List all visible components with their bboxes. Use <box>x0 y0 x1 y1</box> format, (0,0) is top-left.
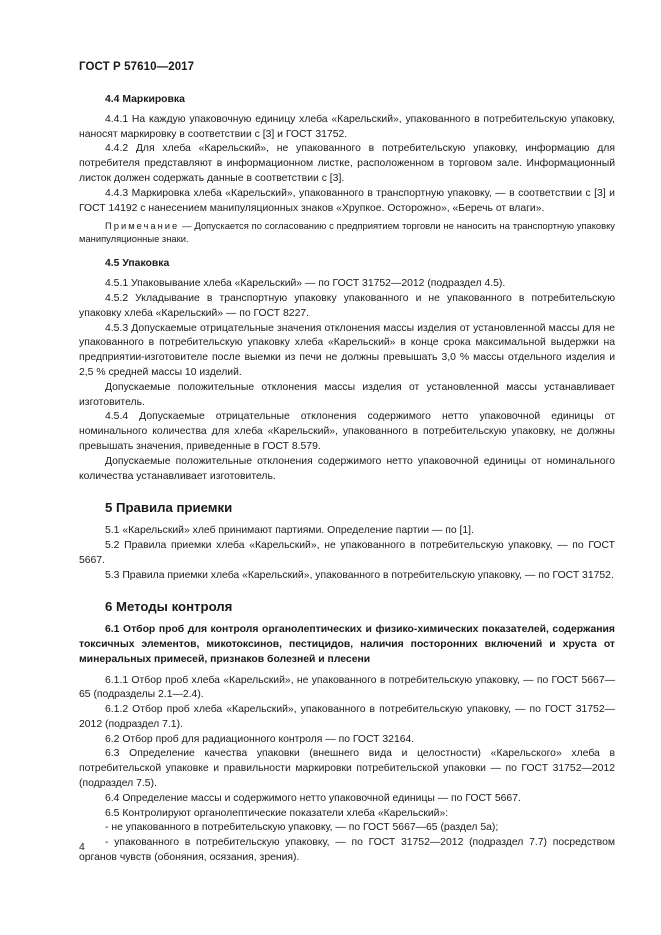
section-heading-4-5: 4.5 Упаковка <box>105 258 170 270</box>
paragraph-5-1: 5.1 «Карельский» хлеб принимают партиями. Определение партии — по [1]. <box>105 525 474 537</box>
paragraph-5-2: 5.2 Правила приемки хлеба «Карельский», не упакованного в потребительскую упаковку, — по ГОСТ 5667. <box>79 539 615 566</box>
paragraph-4-4-1: 4.4.1 На каждую упаковочную единицу хлеба «Карельский», упакованного в потребительскую упаковку, наносят маркировку в соответствии с [3] и ГОСТ 31752. <box>79 113 615 140</box>
document-id-header: ГОСТ Р 57610—2017 <box>79 61 195 73</box>
paragraph-6-2: 6.2 Отбор проб для радиационного контроля — по ГОСТ 32164. <box>105 733 415 745</box>
paragraph-6-1-2: 6.1.2 Отбор проб хлеба «Карельский», упакованного в потребительскую упаковку, — по ГОСТ 31752—2012 (подраздел 7.1). <box>79 704 615 730</box>
document-body <box>79 93 615 866</box>
section-heading-5: 5 Правила приемки <box>105 500 233 516</box>
paragraph-4-4-3: 4.4.3 Маркировка хлеба «Карельский», упакованного в транспортную упаковку, — в соответствии с [3] и ГОСТ 14192 с нанесением манипуляционных знаков «Хрупкое. Осторожно», «Беречь от влаги». <box>79 187 615 214</box>
paragraph-4-5-4: 4.5.4 Допускаемые отрицательные отклонения содержимого нетто упаковочной единицы от номинального количества для хлеба «Карельский», упакованного в потребительскую упаковку, не должны превышать значения, приведенные в ГОСТ 8.579. <box>79 411 615 452</box>
paragraph-5-3: 5.3 Правила приемки хлеба «Карельский», упакованного в потребительскую упаковку, — по ГОСТ 31752. <box>105 569 614 581</box>
paragraph-4-5-4-positive: Допускаемые положительные отклонения содержимого нетто упаковочной единицы от номинального количества устанавливает изготовитель. <box>79 455 615 482</box>
paragraph-6-4: 6.4 Определение массы и содержимого нетто упаковочной единицы — по ГОСТ 5667. <box>105 792 521 804</box>
paragraph-4-5-3: 4.5.3 Допускаемые отрицательные значения отклонения массы изделия от установленной массы для не упакованного в потребительскую упаковку хлеба «Карельский» в конце срока максимальной выдержки на предприятии-изготовителе после выемки из печи не должны превышать 3,0 % массы отдельного изделия и 2,5 % средней массы 10 изделий. <box>79 322 615 378</box>
section-heading-4-4: 4.4 Маркировка <box>105 94 185 105</box>
page-number: 4 <box>79 842 85 853</box>
paragraph-4-5-1: 4.5.1 Упаковывание хлеба «Карельский» — по ГОСТ 31752—2012 (подраздел 4.5). <box>105 278 506 290</box>
paragraph-4-5-3-positive: Допускаемые положительные отклонения массы изделия от установленной массы устанавливает изготовитель. <box>79 381 615 408</box>
note-text: — Допускается по согласованию с предприятием торговли не наносить на транспортную упаковку манипуляционные знаки. <box>79 220 615 245</box>
list-item-unpacked: - не упакованного в потребительскую упаковку, — по ГОСТ 5667—65 (раздел 5а); <box>105 822 499 834</box>
note-label: Примечание <box>105 220 180 232</box>
paragraph-4-4-2: 4.4.2 Для хлеба «Карельский», не упакованного в потребительскую упаковку, информацию для потребителя представляют в информационном листке, расположенном в торговом зале. Информационный листок должен содержать данные в соответствии с [3]. <box>79 143 615 184</box>
paragraph-4-5-2: 4.5.2 Укладывание в транспортную упаковку упакованного и не упакованного в потребительскую упаковку хлеба «Карельский» — по ГОСТ 8227. <box>79 292 615 319</box>
section-heading-6: 6 Методы контроля <box>105 599 233 615</box>
list-item-packed: - упакованного в потребительскую упаковку, — по ГОСТ 31752—2012 (подраздел 7.7) посредством органов чувств (обоняния, осязания, зрения). <box>79 837 615 864</box>
paragraph-6-3: 6.3 Определение качества упаковки (внешнего вида и целостности) «Карельского» хлеба в потребительской упаковке и правильности маркировки потребительской упаковки — по ГОСТ 31752—2012 (подраздел 7.5). <box>79 748 615 790</box>
paragraph-6-1-1: 6.1.1 Отбор проб хлеба «Карельский», не упакованного в потребительскую упаковку, — по ГОСТ 5667—65 (подразделы 2.1—2.4). <box>79 674 615 701</box>
note-4-4 <box>79 219 615 245</box>
paragraph-6-5: 6.5 Контролируют органолептические показатели хлеба «Карельский»: <box>105 807 449 819</box>
subsection-heading-6-1: 6.1 Отбор проб для контроля органолептических и физико-химических показателей, содержания токсичных элементов, микотоксинов, пестицидов, наличия посторонних включений и хруста от минеральных примесей, признаков болезней и плесени <box>79 624 615 665</box>
